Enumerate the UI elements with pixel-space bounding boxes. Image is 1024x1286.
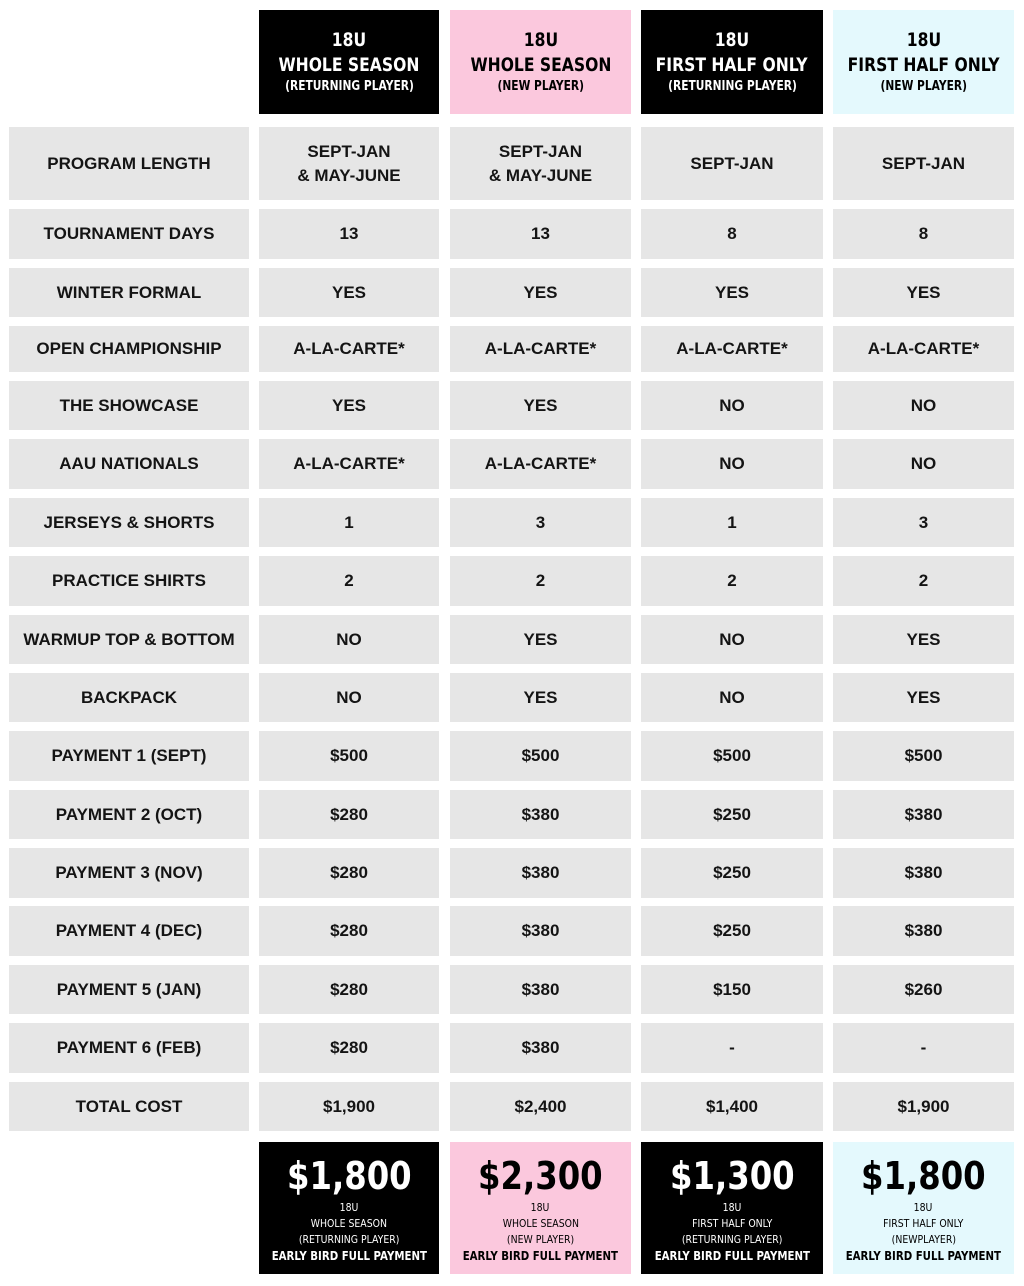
cell-text: $380 <box>521 804 560 824</box>
table-cell <box>833 965 1014 1014</box>
table-cell <box>833 268 1014 317</box>
table-cell <box>641 615 823 664</box>
cell-text: $380 <box>521 921 560 940</box>
table-cell <box>641 673 823 722</box>
table-cell <box>259 615 439 664</box>
table-cell <box>641 498 823 547</box>
header-age: 18U <box>331 29 367 51</box>
table-cell <box>641 790 823 839</box>
cell-text: 2 <box>344 571 354 590</box>
row-label: PROGRAM LENGTH <box>9 127 249 200</box>
table-cell <box>833 731 1014 781</box>
cell-text: $380 <box>904 921 943 940</box>
card-player-type: (RETURNING PLAYER) <box>298 1233 400 1246</box>
table-cell <box>450 209 631 259</box>
cell-text: $250 <box>713 863 751 882</box>
cell-text: $260 <box>904 979 943 999</box>
cell-text: NO <box>910 395 937 415</box>
header-player-type: (NEW PLAYER) <box>880 79 967 94</box>
cell-text: - <box>729 1038 735 1057</box>
cell-text: $500 <box>521 746 560 765</box>
table-cell <box>259 498 439 547</box>
cell-text: - <box>920 1038 927 1057</box>
cell-text: $500 <box>904 746 943 765</box>
table-cell <box>450 790 631 839</box>
row-label: JERSEYS & SHORTS <box>9 498 249 547</box>
table-cell <box>259 209 439 259</box>
header-player-type: (RETURNING PLAYER) <box>667 79 797 94</box>
cell-text: NO <box>719 687 745 707</box>
cell-text: 1 <box>344 512 354 532</box>
cell-text: A-LA-CARTE* <box>484 339 597 358</box>
cell-text: 2 <box>727 571 737 590</box>
header-plan: WHOLE SEASON <box>278 54 420 76</box>
early-bird-price: $1,800 <box>861 1154 986 1198</box>
table-cell <box>833 209 1014 259</box>
card-age: 18U <box>339 1201 359 1214</box>
cell-text: YES <box>523 687 558 707</box>
header-plan: WHOLE SEASON <box>470 54 611 76</box>
card-age: 18U <box>531 1201 550 1214</box>
table-cell <box>641 209 823 259</box>
card-payment-note: EARLY BIRD FULL PAYMENT <box>845 1249 1002 1263</box>
cell-text: $380 <box>521 979 560 999</box>
table-cell <box>259 848 439 898</box>
cell-text: A-LA-CARTE* <box>867 339 980 358</box>
table-cell <box>259 731 439 781</box>
row-label: PAYMENT 2 (OCT) <box>9 790 249 839</box>
cell-text: NO <box>719 395 745 415</box>
table-cell <box>641 906 823 956</box>
card-plan: WHOLE SEASON <box>310 1217 388 1230</box>
table-cell <box>833 848 1014 898</box>
table-cell <box>259 906 439 956</box>
row-label: PAYMENT 1 (SEPT) <box>9 731 249 781</box>
table-cell <box>259 127 439 200</box>
cell-text: $2,400 <box>514 1096 567 1116</box>
table-cell <box>450 848 631 898</box>
cell-text: $380 <box>904 863 943 882</box>
card-player-type: (NEW PLAYER) <box>506 1233 575 1246</box>
card-payment-note: EARLY BIRD FULL PAYMENT <box>271 1249 427 1263</box>
table-cell <box>833 615 1014 664</box>
row-label: PAYMENT 5 (JAN) <box>9 965 249 1014</box>
cell-text: YES <box>906 629 941 649</box>
header-age: 18U <box>714 29 750 51</box>
table-cell <box>833 906 1014 956</box>
cell-text: 13 <box>531 224 550 243</box>
early-bird-card-first-half-returning <box>641 1142 823 1274</box>
card-plan: FIRST HALF ONLY <box>883 1217 964 1230</box>
row-label: AAU NATIONALS <box>9 439 249 489</box>
cell-text: $500 <box>330 746 368 765</box>
table-cell <box>450 556 631 606</box>
early-bird-price: $1,300 <box>669 1154 795 1198</box>
header-player-type: (NEW PLAYER) <box>497 79 584 94</box>
cell-text: YES <box>906 282 941 302</box>
table-cell <box>833 1023 1014 1073</box>
table-cell <box>833 498 1014 547</box>
table-cell <box>450 1023 631 1073</box>
table-cell <box>641 127 823 200</box>
row-label: PRACTICE SHIRTS <box>9 556 249 606</box>
cell-text: SEPT-JAN <box>307 141 391 161</box>
cell-text: YES <box>714 282 750 302</box>
cell-text: A-LA-CARTE* <box>293 339 405 358</box>
table-cell <box>833 326 1014 372</box>
cell-text: SEPT-JAN <box>881 153 966 173</box>
row-label: WINTER FORMAL <box>9 268 249 317</box>
cell-text: $280 <box>330 979 368 999</box>
table-cell <box>641 965 823 1014</box>
table-cell <box>450 673 631 722</box>
row-label: PAYMENT 3 (NOV) <box>9 848 249 898</box>
table-cell <box>641 268 823 317</box>
column-header-first-half-returning <box>641 10 823 114</box>
cell-text: NO <box>336 687 362 707</box>
cell-text: 3 <box>918 512 929 532</box>
table-cell <box>450 498 631 547</box>
table-cell <box>450 381 631 430</box>
header-player-type: (RETURNING PLAYER) <box>284 79 414 94</box>
row-label: THE SHOWCASE <box>9 381 249 430</box>
cell-text: YES <box>906 687 941 707</box>
table-cell <box>259 1082 439 1131</box>
cell-text: $150 <box>713 979 751 999</box>
cell-text: $250 <box>713 804 751 824</box>
cell-text: NO <box>719 454 745 473</box>
cell-text: & MAY-JUNE <box>488 165 593 185</box>
table-cell <box>259 1023 439 1073</box>
row-label: TOURNAMENT DAYS <box>9 209 249 259</box>
table-cell <box>259 965 439 1014</box>
table-cell <box>833 1082 1014 1131</box>
cell-text: NO <box>910 454 937 473</box>
table-cell <box>450 268 631 317</box>
table-cell <box>259 381 439 430</box>
cell-text: $380 <box>521 863 560 882</box>
cell-text: SEPT-JAN <box>690 153 774 173</box>
table-cell <box>259 326 439 372</box>
table-cell <box>641 731 823 781</box>
card-age: 18U <box>914 1201 933 1214</box>
header-plan: FIRST HALF ONLY <box>656 54 808 76</box>
table-cell <box>450 615 631 664</box>
table-cell <box>641 556 823 606</box>
card-player-type: (NEWPLAYER) <box>891 1233 956 1246</box>
cell-text: A-LA-CARTE* <box>484 454 597 473</box>
table-cell <box>450 439 631 489</box>
cell-text: $280 <box>330 921 368 940</box>
table-cell <box>833 127 1014 200</box>
card-age: 18U <box>722 1201 742 1214</box>
table-cell <box>833 439 1014 489</box>
cell-text: 13 <box>339 224 359 243</box>
cell-text: $380 <box>521 1038 560 1057</box>
card-plan: FIRST HALF ONLY <box>691 1217 773 1230</box>
table-cell <box>450 965 631 1014</box>
table-cell <box>641 326 823 372</box>
table-cell <box>259 439 439 489</box>
card-player-type: (RETURNING PLAYER) <box>681 1233 783 1246</box>
cell-text: YES <box>523 629 558 649</box>
cell-text: YES <box>523 395 558 415</box>
cell-text: 1 <box>727 512 737 532</box>
table-cell <box>833 556 1014 606</box>
table-cell <box>450 906 631 956</box>
cell-text: A-LA-CARTE* <box>293 454 405 473</box>
row-label: OPEN CHAMPIONSHIP <box>9 326 249 372</box>
card-payment-note: EARLY BIRD FULL PAYMENT <box>654 1249 810 1263</box>
header-age: 18U <box>523 29 558 51</box>
cell-text: $280 <box>330 863 368 882</box>
early-bird-card-first-half-new <box>833 1142 1014 1274</box>
table-cell <box>450 326 631 372</box>
table-cell <box>259 790 439 839</box>
header-plan: FIRST HALF ONLY <box>847 54 1000 76</box>
cell-text: $250 <box>713 921 751 940</box>
table-cell <box>833 381 1014 430</box>
early-bird-price: $1,800 <box>286 1154 412 1198</box>
cell-text: 2 <box>535 571 546 590</box>
row-label: PAYMENT 4 (DEC) <box>9 906 249 956</box>
cell-text: $500 <box>713 746 751 765</box>
column-header-whole-season-new <box>450 10 631 114</box>
cell-text: NO <box>719 629 745 649</box>
table-cell <box>641 848 823 898</box>
table-cell <box>641 1082 823 1131</box>
cell-text: $1,400 <box>706 1096 758 1116</box>
header-age: 18U <box>906 29 941 51</box>
row-label: PAYMENT 6 (FEB) <box>9 1023 249 1073</box>
cell-text: A-LA-CARTE* <box>676 339 788 358</box>
cell-text: YES <box>331 395 367 415</box>
early-bird-price: $2,300 <box>478 1154 603 1198</box>
cell-text: & MAY-JUNE <box>297 165 401 185</box>
row-label: BACKPACK <box>9 673 249 722</box>
cell-text: $380 <box>904 804 943 824</box>
table-cell <box>450 127 631 200</box>
cell-text: NO <box>336 629 362 649</box>
column-header-whole-season-returning <box>259 10 439 114</box>
cell-text: 8 <box>918 224 929 243</box>
table-cell <box>259 673 439 722</box>
cell-text: $1,900 <box>323 1096 375 1116</box>
cell-text: YES <box>523 282 558 302</box>
table-cell <box>641 1023 823 1073</box>
column-header-first-half-new <box>833 10 1014 114</box>
cell-text: SEPT-JAN <box>498 141 583 161</box>
table-cell <box>641 439 823 489</box>
card-payment-note: EARLY BIRD FULL PAYMENT <box>462 1249 619 1263</box>
cell-text: 3 <box>535 512 546 532</box>
row-label: WARMUP TOP & BOTTOM <box>9 615 249 664</box>
card-plan: WHOLE SEASON <box>502 1217 579 1230</box>
row-label: TOTAL COST <box>9 1082 249 1131</box>
table-cell <box>259 556 439 606</box>
early-bird-card-whole-season-new <box>450 1142 631 1274</box>
cell-text: $280 <box>330 804 368 824</box>
cell-text: 8 <box>727 224 737 243</box>
table-cell <box>450 1082 631 1131</box>
early-bird-card-whole-season-returning <box>259 1142 439 1274</box>
table-cell <box>833 790 1014 839</box>
table-cell <box>641 381 823 430</box>
table-cell <box>833 673 1014 722</box>
table-cell <box>259 268 439 317</box>
cell-text: 2 <box>918 571 929 590</box>
cell-text: $280 <box>330 1038 368 1057</box>
cell-text: $1,900 <box>897 1096 950 1116</box>
cell-text: YES <box>331 282 367 302</box>
table-cell <box>450 731 631 781</box>
